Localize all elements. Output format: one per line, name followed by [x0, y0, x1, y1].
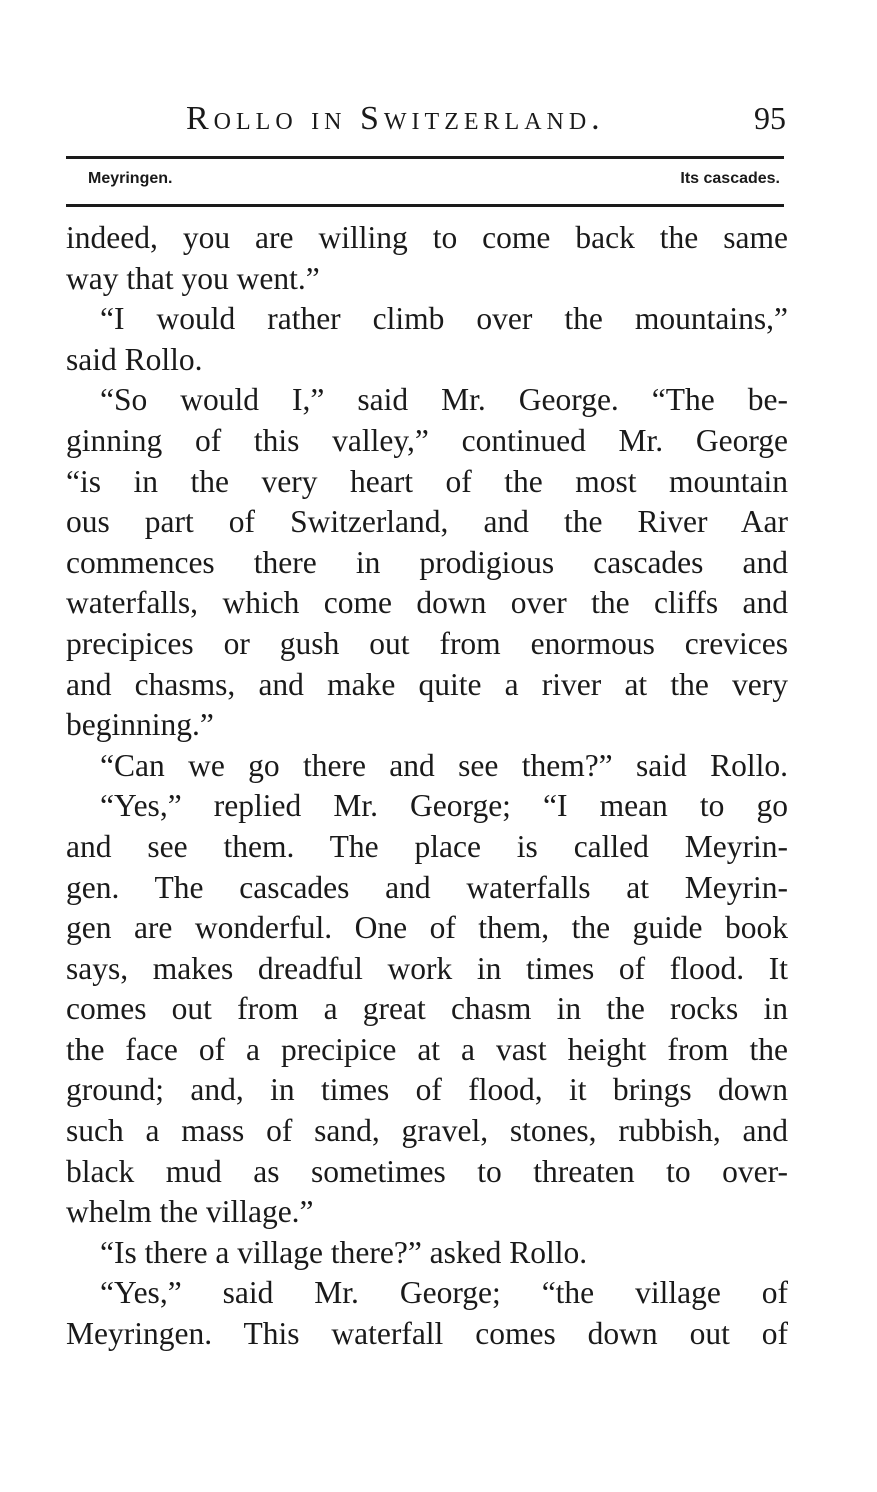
text-line: said Rollo. — [66, 341, 203, 377]
side-note-right: Its cascades. — [680, 170, 780, 187]
header-rule-top — [66, 156, 784, 159]
text-line: “Can we go there and see them?” said Rollo. — [100, 747, 788, 783]
text-line: says, makes dreadful work in times of flood. It — [66, 950, 788, 986]
text-line: precipices or gush out from enormous crevices — [66, 625, 788, 661]
text-line: “I would rather climb over the mountains,” — [100, 301, 788, 337]
text-line: and chasms, and make quite a river at the very — [66, 666, 788, 702]
text-line: commences there in prodigious cascades and — [66, 544, 788, 580]
text-line: “Is there a village there?” asked Rollo. — [100, 1234, 588, 1270]
running-title: Rollo in Switzerland. — [186, 100, 605, 137]
text-line: Meyringen. This waterfall comes down out of — [66, 1316, 788, 1352]
text-line: waterfalls, which come down over the cliffs and — [66, 585, 788, 621]
text-line: gen. The cascades and waterfalls at Meyrin- — [66, 869, 788, 905]
text-line: black mud as sometimes to threaten to over- — [66, 1153, 788, 1189]
text-line: and see them. The place is called Meyrin- — [66, 828, 788, 864]
header-rule-bottom — [66, 204, 784, 207]
text-line: “So would I,” said Mr. George. “The be- — [100, 382, 788, 418]
text-line: beginning.” — [66, 707, 214, 743]
text-line: gen are wonderful. One of them, the guide book — [66, 910, 788, 946]
text-line: “Yes,” said Mr. George; “the village of — [100, 1275, 788, 1311]
text-line: the face of a precipice at a vast height from the — [66, 1031, 788, 1067]
text-line: “Yes,” replied Mr. George; “I mean to go — [100, 788, 788, 824]
text-line: ous part of Switzerland, and the River Aar — [66, 504, 788, 540]
text-line: such a mass of sand, gravel, stones, rubbish, and — [66, 1113, 788, 1149]
text-line: comes out from a great chasm in the rocks in — [66, 991, 788, 1027]
side-note-left: Meyringen. — [88, 170, 173, 187]
running-head — [66, 100, 790, 144]
text-line: indeed, you are willing to come back the same — [66, 220, 788, 255]
text-line: ginning of this valley,” continued Mr. George — [66, 422, 788, 458]
page-number: 95 — [754, 100, 786, 136]
side-notes — [88, 170, 780, 194]
text-line: way that you went.” — [66, 260, 320, 296]
text-line: ground; and, in times of flood, it brings down — [66, 1072, 788, 1108]
text-line: whelm the village.” — [66, 1194, 314, 1230]
body-text — [66, 218, 788, 1355]
text-line: “is in the very heart of the most mountain — [66, 463, 788, 499]
